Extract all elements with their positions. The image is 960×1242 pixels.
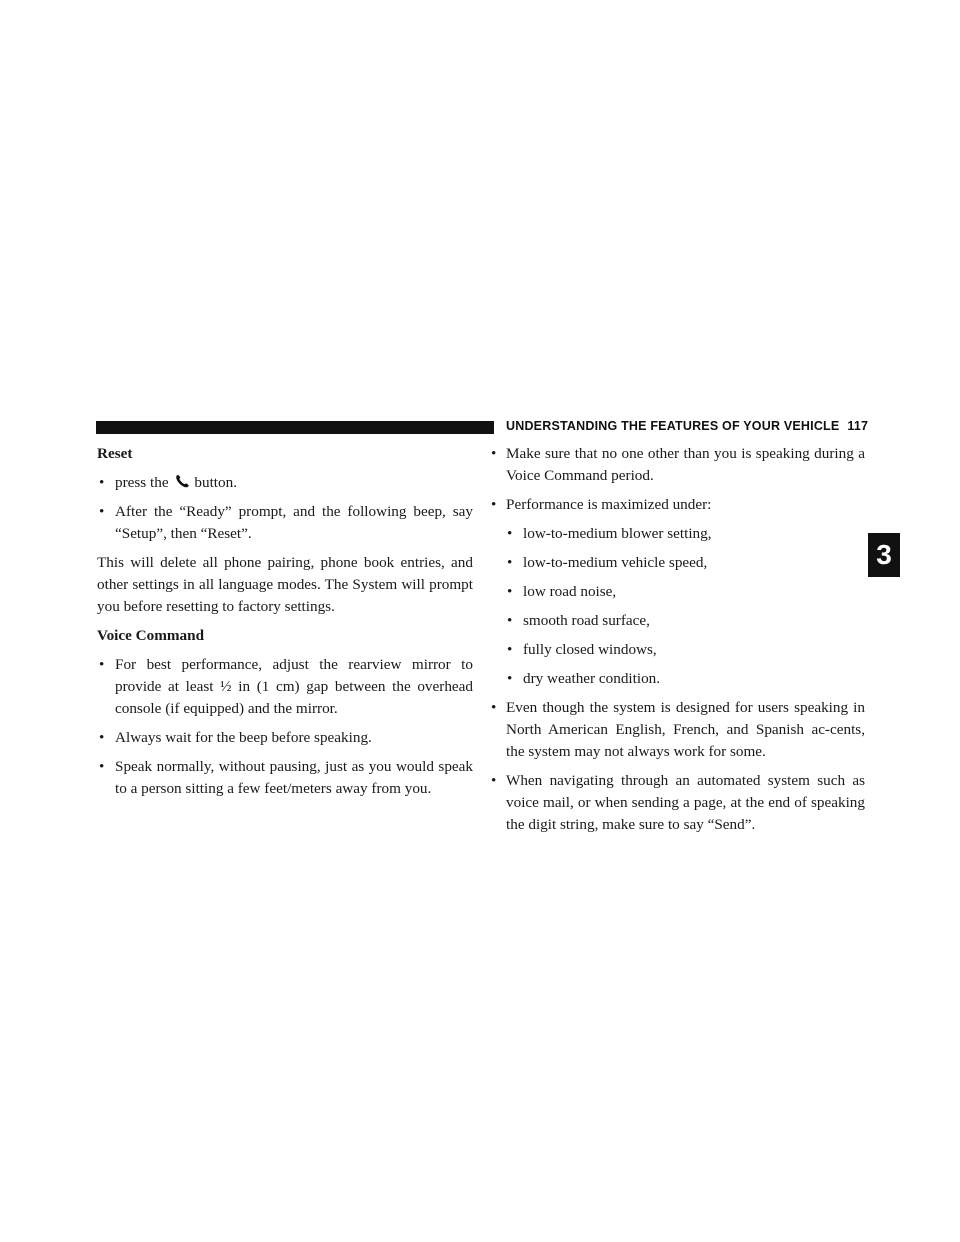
sub-bullet-road-noise: • low road noise, <box>489 581 865 603</box>
reset-bullet-press <box>97 472 473 494</box>
left-column <box>97 443 473 807</box>
sub-bullet-blower: • low-to-medium blower setting, <box>489 523 865 545</box>
sub-bullet-windows: • fully closed windows, <box>489 639 865 661</box>
voice-command-heading: Voice Command <box>97 627 205 644</box>
header-rule <box>96 421 494 434</box>
reset-bullet-setup: • After the “Ready” prompt, and the following beep, say “Setup”, then “Reset”. <box>97 501 473 545</box>
reset-bullet-press-text: press the <box>115 474 169 491</box>
phone-icon <box>175 474 190 488</box>
reset-heading: Reset <box>97 445 133 462</box>
right-bullet-performance: • Performance is maximized under: <box>489 494 865 516</box>
right-bullet-accents: • Even though the system is designed for users speaking in North American English, French, and Spanish ac-cents, the system may not always work for some. <box>489 697 865 763</box>
chapter-tab: 3 <box>868 533 900 577</box>
reset-paragraph: This will delete all phone pairing, phone book entries, and other settings in all language modes. The System will prompt you before resetting to factory settings. <box>97 554 473 615</box>
voice-bullet-speak: • Speak normally, without pausing, just as you would speak to a person sitting a few feet/meters away from you. <box>97 756 473 800</box>
sub-bullet-road-surface: • smooth road surface, <box>489 610 865 632</box>
right-bullet-no-one-else: • Make sure that no one other than you is speaking during a Voice Command period. <box>489 443 865 487</box>
page-number: 117 <box>847 419 869 433</box>
right-column <box>489 443 865 843</box>
reset-bullet-button-text: button. <box>194 474 237 491</box>
sub-bullet-weather: • dry weather condition. <box>489 668 865 690</box>
voice-bullet-wait: • Always wait for the beep before speaking. <box>97 727 473 749</box>
voice-bullet-mirror: • For best performance, adjust the rearview mirror to provide at least ½ in (1 cm) gap between the overhead console (if equipped) and the mirror. <box>97 654 473 720</box>
page-header <box>506 419 868 433</box>
sub-bullet-speed: • low-to-medium vehicle speed, <box>489 552 865 574</box>
right-bullet-send: • When navigating through an automated system such as voice mail, or when sending a page, at the end of speaking the digit string, make sure to say “Send”. <box>489 770 865 836</box>
header-title: UNDERSTANDING THE FEATURES OF YOUR VEHICLE <box>506 419 840 433</box>
